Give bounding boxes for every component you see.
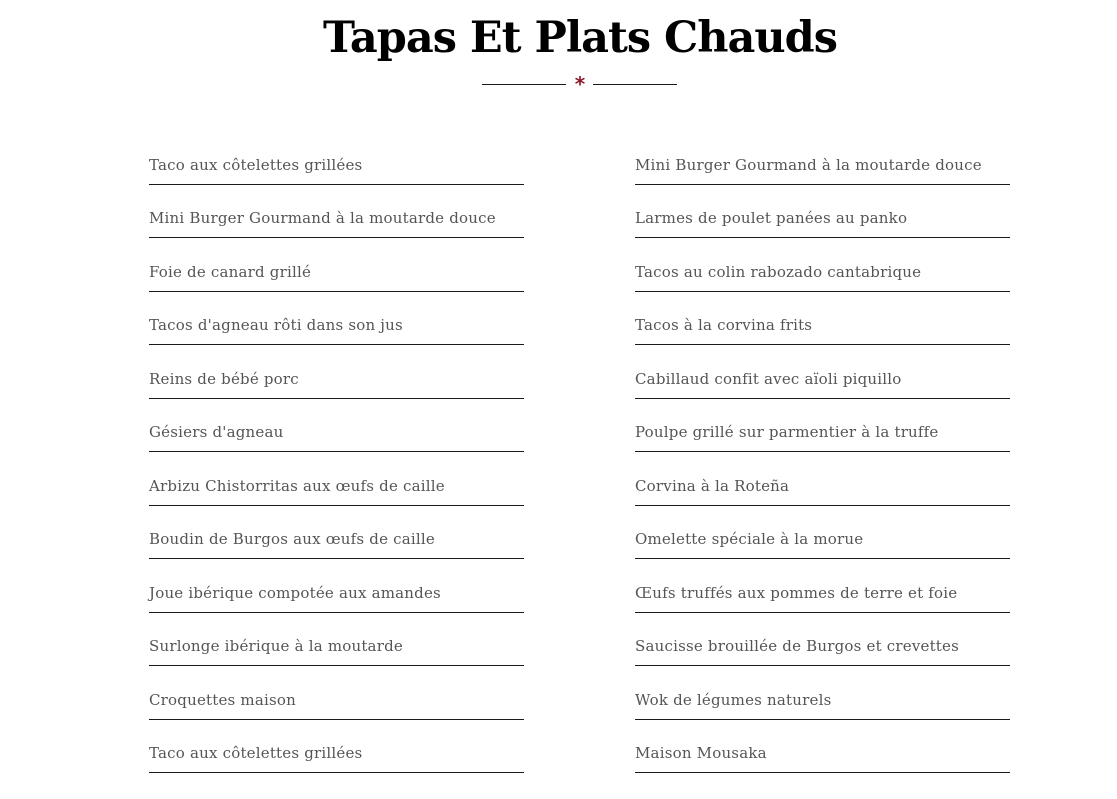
menu-item-label: Poulpe grillé sur parmentier à la truffe bbox=[635, 423, 939, 441]
menu-item-label: Omelette spéciale à la morue bbox=[635, 530, 864, 548]
menu-item-label: Mini Burger Gourmand à la moutarde douce bbox=[149, 209, 496, 227]
menu-item bbox=[149, 185, 524, 239]
menu-item-label: Gésiers d'agneau bbox=[149, 423, 284, 441]
menu-item-label: Mini Burger Gourmand à la moutarde douce bbox=[635, 155, 982, 174]
menu-item-label: Taco aux côtelettes grillées bbox=[149, 744, 363, 762]
menu-item bbox=[635, 720, 1010, 774]
menu-item bbox=[635, 185, 1010, 239]
page-title: Tapas Et Plats Chauds bbox=[323, 13, 837, 63]
menu-item bbox=[149, 559, 524, 613]
menu-item bbox=[635, 506, 1010, 560]
menu-item-label: Surlonge ibérique à la moutarde bbox=[149, 637, 403, 655]
divider-line-right bbox=[593, 84, 677, 85]
menu-column-right bbox=[635, 131, 1010, 773]
menu-item-label: Tacos au colin rabozado cantabrique bbox=[635, 262, 922, 281]
menu-item-label: Corvina à la Roteña bbox=[635, 476, 790, 495]
menu-item-label: Croquettes maison bbox=[149, 690, 296, 709]
menu-item bbox=[149, 399, 524, 453]
menu-item-label: Joue ibérique compotée aux amandes bbox=[149, 583, 441, 602]
menu-item bbox=[149, 720, 524, 774]
menu-item-label: Larmes de poulet panées au panko bbox=[635, 209, 908, 227]
menu-item-label: Arbizu Chistorritas aux œufs de caille bbox=[149, 476, 445, 495]
menu-item bbox=[635, 345, 1010, 399]
title-divider bbox=[482, 72, 677, 96]
menu-item bbox=[635, 292, 1010, 346]
menu-item-label: Œufs truffés aux pommes de terre et foie bbox=[635, 583, 958, 602]
menu-item bbox=[149, 506, 524, 560]
menu-item bbox=[149, 452, 524, 506]
menu-item bbox=[149, 345, 524, 399]
menu-item bbox=[149, 238, 524, 292]
menu-item-label: Tacos d'agneau rôti dans son jus bbox=[149, 316, 403, 334]
menu-item bbox=[149, 666, 524, 720]
menu-item-label: Tacos à la corvina frits bbox=[635, 316, 813, 334]
menu-item-label: Wok de légumes naturels bbox=[635, 690, 832, 709]
menu-item bbox=[149, 292, 524, 346]
asterisk-icon: * bbox=[574, 72, 586, 96]
menu-item bbox=[635, 399, 1010, 453]
menu-item bbox=[635, 666, 1010, 720]
menu-item-label: Boudin de Burgos aux œufs de caille bbox=[149, 530, 435, 548]
menu-item bbox=[635, 131, 1010, 185]
menu-item bbox=[635, 238, 1010, 292]
menu-item-label: Reins de bébé porc bbox=[149, 369, 299, 388]
divider-line-left bbox=[482, 84, 566, 85]
menu-item-label: Maison Mousaka bbox=[635, 744, 767, 762]
menu-item-label: Saucisse brouillée de Burgos et crevettes bbox=[635, 637, 959, 655]
menu-item bbox=[635, 452, 1010, 506]
menu-item-label: Foie de canard grillé bbox=[149, 262, 312, 281]
menu-item bbox=[149, 613, 524, 667]
menu-item bbox=[149, 131, 524, 185]
menu-column-left bbox=[149, 131, 524, 773]
menu-item bbox=[635, 559, 1010, 613]
menu-item-label: Taco aux côtelettes grillées bbox=[149, 155, 363, 174]
menu-item-label: Cabillaud confit avec aïoli piquillo bbox=[635, 369, 902, 388]
menu-item bbox=[635, 613, 1010, 667]
